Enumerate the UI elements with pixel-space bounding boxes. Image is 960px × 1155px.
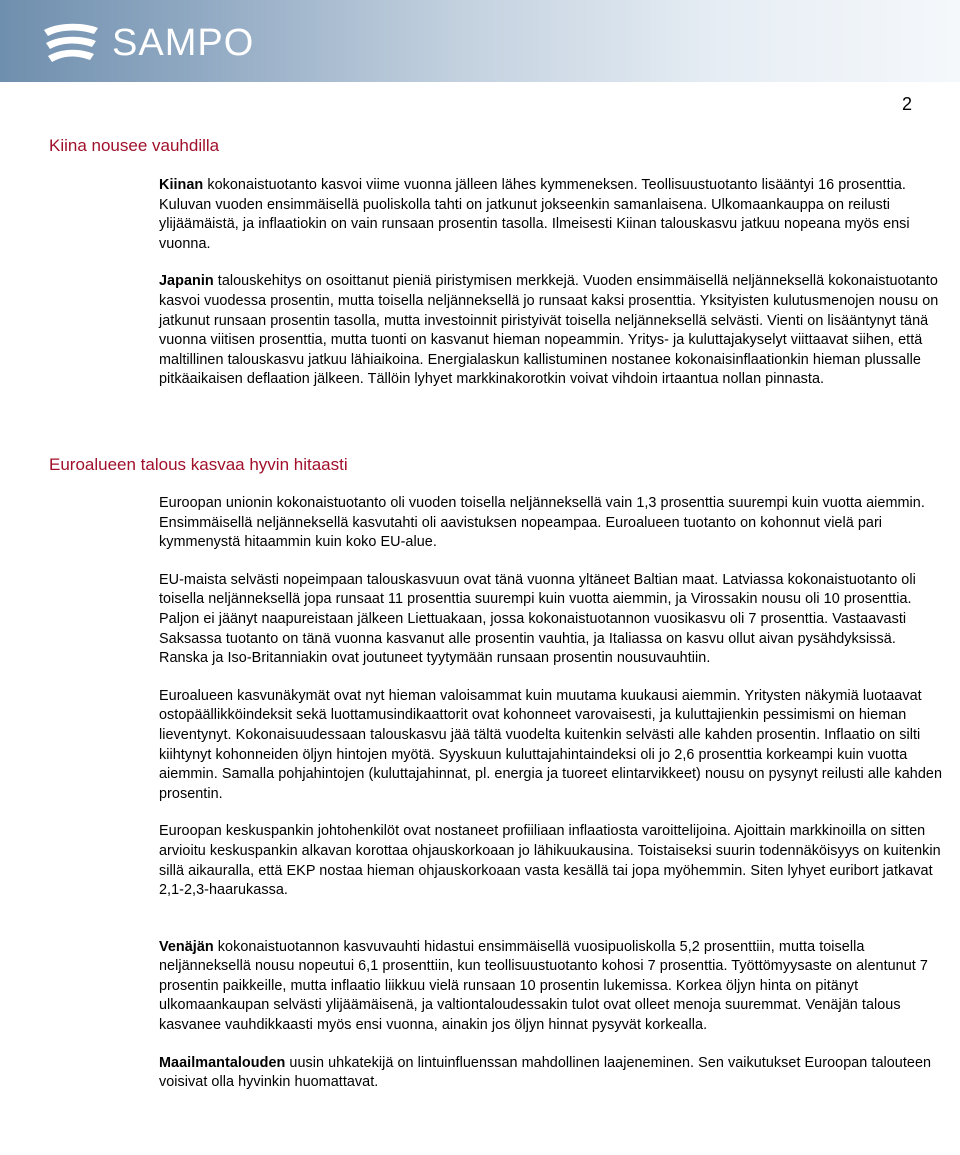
page-number: 2 — [901, 94, 912, 114]
paragraph-eu-tuotanto — [159, 494, 943, 553]
section-body-euroalue — [159, 494, 943, 1111]
paragraph-lead: Japanin — [159, 273, 214, 290]
logo-wordmark: SAMPO — [112, 22, 255, 64]
paragraph-kasvunakymat — [159, 687, 943, 805]
paragraph-lead: Venäjän — [159, 938, 214, 955]
paragraph-text: uusin uhkatekijä on lintuinfluenssan mahdollinen laajeneminen. Sen vaikutukset Euroopan talouteen voisivat olla hyvinkin huomattavat. — [159, 1054, 932, 1091]
paragraph-text: kokonaistuotanto kasvoi viime vuonna jälleen lähes kymmeneksen. Teollisuustuotanto lisääntyi 16 prosenttia. Kuluvan vuoden ensimmäisellä puoliskolla tahti on jatkunut jokseenkin samanlaisena. Ulkomaankauppa on reilusti ylijäämäistä, ja inflaatiokin on vain runsaan prosentin tasolla. Ilmeisesti Kiinan talouskasvu jatkuu nopeana myös ensi vuonna. — [159, 177, 910, 252]
paragraph-venaja — [159, 938, 943, 1036]
sampo-emblem-icon — [40, 21, 102, 65]
paragraph-text: EU-maista selvästi nopeimpaan talouskasvuun ovat tänä vuonna yltäneet Baltian maat. Latviassa kokonaistuotanto oli toisella neljänneksellä jopa runsaat 11 prosenttia suurempi kuin vuotta aiemmin, ja Virossakin nousu oli 10 prosenttia. Paljon ei jäänyt naapureistaan jälkeen Liettuakaan, jossa kokonaistuotannon vuosikasvu oli 7 prosenttia. Vastaavasti Saksassa tuotanto on tänä vuonna kasvanut alle prosentin vauhtia, ja Italiassa on kasvu ollut aivan pysähdyksissä. Ranska ja Iso-Britanniakin ovat joutuneet tyytymään runsaan prosentin nousuvauhtiin. — [159, 571, 916, 667]
section-title-euroalue: Euroalueen talous kasvaa hyvin hitaasti — [49, 455, 348, 474]
sampo-logo — [40, 20, 254, 66]
paragraph-baltia — [159, 571, 943, 669]
section-title-kiina: Kiina nousee vauhdilla — [49, 136, 220, 155]
section-body-kiina — [159, 176, 943, 408]
paragraph-text: talouskehitys on osoittanut pieniä piristymisen merkkejä. Vuoden ensimmäisellä neljänneksellä kokonaistuotanto kasvoi vuodessa prosentin, mutta toisella neljänneksellä jo runsaat kaksi prosenttia. Yksityisten kulutusmenojen nousu on jatkunut runsaan prosentin tasolla, mutta investoinnit piristyivät toisella neljänneksellä selvästi. Vienti on lisääntynyt tänä vuonna viitisen prosenttia, mutta tuonti on kasvanut hieman nopeammin. Yritys- ja kuluttajakyselyt viittaavat siihen, että maltillinen talouskasvu jatkuu lähiaikoina. Energialaskun kallistuminen nostanee kokonaisinflaationkin hieman plussalle pitkäaikaisen deflaation jälkeen. Tällöin lyhyet markkinakorotkin voivat vihdoin irtaantua nollan pinnasta. — [159, 273, 939, 388]
paragraph-maailmantalous — [159, 1054, 943, 1093]
paragraph-japani — [159, 272, 943, 390]
paragraph-text: kokonaistuotannon kasvuvauhti hidastui ensimmäisellä vuosipuoliskolla 5,2 prosenttiin, mutta toisella neljänneksellä nousu nopeutui 6,1 prosenttiin, kun teollisuustuotanto kohosi 7 prosenttia. Työttömyysaste on alentunut 7 prosentin paikkeille, mutta inflaatio liikkuu vielä runsaan 10 prosentin lukemissa. Korkea öljyn hinta on pitänyt ulkomaankaupan selvästi ylijäämäisenä, ja valtiontaloudessakin tulot ovat olleet menoja suuremmat. Venäjän talous kasvanee vauhdikkaasti myös ensi vuonna, ainakin jos öljyn hinnat pysyvät korkealla. — [159, 938, 928, 1034]
paragraph-text: Euroalueen kasvunäkymät ovat nyt hieman valoisammat kuin muutama kuukausi aiemmin. Yritysten näkymiä luotaavat ostopäällikköindeksit sekä luottamusindikaattorit ovat kohonneet varovaisesti, ja kuluttajienkin pessimismi on hieman lieventynyt. Kokonaisuudessaan talouskasvu jää tältä vuodelta kuitenkin selvästi alle kahden prosentin. Inflaatio on silti kiihtynyt kohonneiden öljyn hintojen myötä. Syyskuun kuluttajahintaindeksi oli jo 2,6 prosenttia korkeampi kuin vuotta aiemmin. Samalla pohjahintojen (kuluttajahinnat, pl. energia ja tuoreet elintarvikkeet) nousu on pysynyt reilusti alle kahden prosentin. — [159, 687, 942, 802]
paragraph-text: Euroopan keskuspankin johtohenkilöt ovat nostaneet profiiliaan inflaatiosta varoittelijoina. Ajoittain markkinoilla on sitten arvioitu keskuspankin alkavan korottaa ohjauskorkoaan jo lähikuukausina. Toistaiseksi suurin todennäköisyys on kuitenkin sillä aikauralla, että EKP nostaa hieman ohjauskorkoaan vasta kesällä tai jopa myöhemmin. Siten lyhyet euribort jatkavat 2,1-2,3-haarukassa. — [159, 823, 941, 899]
paragraph-kiina — [159, 176, 943, 254]
paragraph-ekp — [159, 822, 943, 900]
paragraph-text: Euroopan unionin kokonaistuotanto oli vuoden toisella neljänneksellä vain 1,3 prosenttia suurempi kuin vuotta aiemmin. Ensimmäisellä neljänneksellä kasvutahti oli aavistuksen nopeampaa. Euroalueen tuotanto on kohonnut vielä pari kymmenystä hitaammin kuin koko EU-alue. — [159, 495, 925, 551]
header-banner — [0, 0, 960, 82]
paragraph-lead: Maailmantalouden — [159, 1054, 286, 1071]
paragraph-lead: Kiinan — [159, 177, 204, 193]
